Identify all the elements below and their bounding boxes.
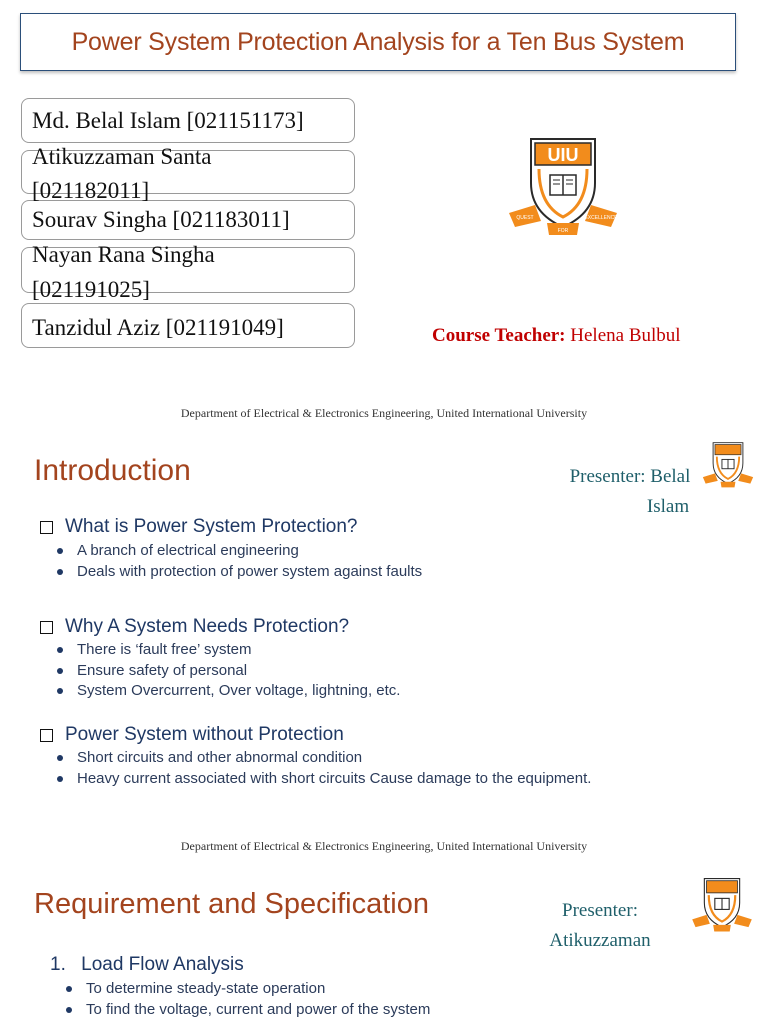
list-item: Deals with protection of power system against faults bbox=[50, 562, 422, 583]
list-item: System Overcurrent, Over voltage, lightning, etc. bbox=[50, 681, 400, 702]
presenter-line-2: Islam bbox=[646, 496, 690, 517]
member-name-2: Atikuzzaman Santa bbox=[32, 144, 212, 169]
intro-section-3-bullets bbox=[50, 748, 591, 789]
intro-heading: Introduction bbox=[34, 454, 191, 487]
logo-ribbon-right: EXCELLENCE bbox=[584, 215, 618, 221]
university-logo bbox=[505, 135, 621, 239]
intro-section-2-bullets bbox=[50, 640, 400, 702]
list-item: Heavy current associated with short circuits Cause damage to the equipment. bbox=[50, 769, 591, 790]
member-name-1: Md. Belal Islam [021151173] bbox=[32, 108, 304, 133]
section-title-text: Power System without Protection bbox=[65, 724, 344, 745]
list-item: To find the voltage, current and power of the system bbox=[59, 1000, 430, 1021]
requirement-presenter bbox=[520, 896, 680, 956]
member-id-4: [021191025] bbox=[32, 277, 150, 302]
list-item: Short circuits and other abnormal condition bbox=[50, 748, 591, 769]
university-logo-small bbox=[690, 872, 754, 938]
intro-section-3-title bbox=[40, 724, 344, 746]
member-name-5: Tanzidul Aziz [021191049] bbox=[32, 315, 284, 340]
intro-section-1-bullets bbox=[50, 541, 422, 582]
checkbox-icon bbox=[40, 521, 53, 534]
list-item: A branch of electrical engineering bbox=[50, 541, 422, 562]
list-item: Ensure safety of personal bbox=[50, 661, 400, 682]
logo-ribbon-left: QUEST bbox=[516, 215, 534, 221]
presenter-line-2: Atikuzzaman bbox=[549, 930, 651, 951]
load-flow-bullets bbox=[59, 979, 430, 1020]
item-title: Load Flow Analysis bbox=[81, 954, 244, 975]
item-number: 1. bbox=[50, 954, 66, 975]
member-id-2: [021182011] bbox=[32, 178, 150, 203]
logo-ribbon-center: FOR bbox=[557, 228, 569, 234]
teacher-label: Course Teacher: bbox=[432, 325, 566, 346]
section-title-text: Why A System Needs Protection? bbox=[65, 616, 350, 637]
intro-section-2-title bbox=[40, 616, 349, 638]
list-item: To determine steady-state operation bbox=[59, 979, 430, 1000]
section-title-text: What is Power System Protection? bbox=[65, 516, 358, 537]
requirement-heading: Requirement and Specification bbox=[34, 888, 429, 920]
teacher-name: Helena Bulbul bbox=[570, 325, 681, 346]
numbered-item-1 bbox=[50, 954, 244, 976]
page-title: Power System Protection Analysis for a Ten Bus System bbox=[71, 27, 685, 56]
presenter-line-1: Presenter: bbox=[562, 900, 638, 921]
footer-dept-2: Department of Electrical & Electronics Engineering, United International University bbox=[180, 839, 588, 853]
member-name-4: Nayan Rana Singha bbox=[32, 242, 215, 267]
list-item: There is ‘fault free’ system bbox=[50, 640, 400, 661]
presenter-line-1: Presenter: Belal bbox=[569, 466, 691, 487]
title-box bbox=[20, 13, 736, 71]
intro-section-1-title bbox=[40, 516, 358, 538]
course-teacher bbox=[432, 325, 681, 347]
checkbox-icon bbox=[40, 729, 53, 742]
intro-presenter bbox=[545, 462, 715, 522]
member-name-3: Sourav Singha [021183011] bbox=[32, 207, 290, 232]
logo-acronym: UIU bbox=[547, 145, 579, 165]
university-logo-small bbox=[701, 438, 755, 492]
checkbox-icon bbox=[40, 621, 53, 634]
footer-dept-1: Department of Electrical & Electronics Engineering, United International University bbox=[180, 406, 588, 420]
